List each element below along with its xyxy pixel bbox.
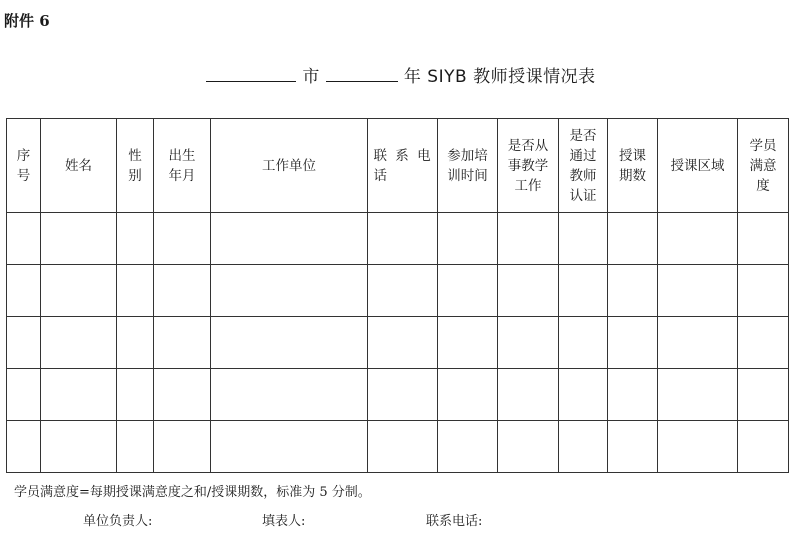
table-cell[interactable] [738,369,789,421]
table-cell[interactable] [211,421,368,473]
table-row [7,421,789,473]
table-row [7,265,789,317]
header-cell: 出生年月 [154,119,211,213]
table-row [7,369,789,421]
table-row [7,213,789,265]
table-cell[interactable] [41,213,117,265]
table-cell[interactable] [498,317,559,369]
table-cell[interactable] [7,369,41,421]
phone-label: 联系电话: [426,514,483,529]
table-cell[interactable] [438,265,498,317]
table-cell[interactable] [7,421,41,473]
table-cell[interactable] [117,369,154,421]
table-cell[interactable] [368,369,438,421]
header-cell: 工作单位 [211,119,368,213]
header-cell: 是否通过教师认证 [559,119,608,213]
table-cell[interactable] [498,265,559,317]
table-cell[interactable] [438,213,498,265]
header-cell: 姓名 [41,119,117,213]
table-cell[interactable] [41,369,117,421]
table-cell[interactable] [154,213,211,265]
table-row [7,317,789,369]
table-cell[interactable] [7,265,41,317]
table-cell[interactable] [41,421,117,473]
table-cell[interactable] [559,213,608,265]
table-cell[interactable] [608,317,658,369]
title-text: 年 SIYB 教师授课情况表 [403,67,596,87]
header-cell: 联 系 电话 [368,119,438,213]
table-cell[interactable] [117,317,154,369]
city-blank[interactable] [206,67,296,82]
year-blank[interactable] [326,67,398,82]
table-cell[interactable] [738,213,789,265]
table-cell[interactable] [559,369,608,421]
table-cell[interactable] [117,265,154,317]
table-cell[interactable] [498,421,559,473]
city-suffix: 市 [302,67,320,87]
table-cell[interactable] [498,369,559,421]
table-cell[interactable] [7,213,41,265]
table-cell[interactable] [368,265,438,317]
table-cell[interactable] [738,317,789,369]
table-cell[interactable] [211,265,368,317]
unit-head-label: 单位负责人: [83,514,153,529]
satisfaction-note: 学员满意度=每期授课满意度之和/授课期数，标准为 5 分制。 [14,485,371,500]
header-cell: 学员满意度 [738,119,789,213]
table-cell[interactable] [658,421,738,473]
table-cell[interactable] [7,317,41,369]
form-title [0,62,796,87]
attachment-label: 附件 6 [4,12,50,30]
header-cell: 序号 [7,119,41,213]
table-cell[interactable] [211,317,368,369]
table-cell[interactable] [41,317,117,369]
table-cell[interactable] [154,317,211,369]
filler-label: 填表人: [262,514,306,529]
table-cell[interactable] [41,265,117,317]
table-cell[interactable] [117,213,154,265]
table-cell[interactable] [608,369,658,421]
table-cell[interactable] [368,213,438,265]
table-cell[interactable] [154,265,211,317]
table-cell[interactable] [438,369,498,421]
table-cell[interactable] [658,265,738,317]
table-cell[interactable] [438,421,498,473]
header-row [7,119,789,213]
table-cell[interactable] [608,421,658,473]
header-cell: 授课区域 [658,119,738,213]
table-cell[interactable] [211,213,368,265]
table-cell[interactable] [738,421,789,473]
table-cell[interactable] [658,213,738,265]
table-cell[interactable] [738,265,789,317]
table-cell[interactable] [559,421,608,473]
header-cell: 是否从事教学工作 [498,119,559,213]
table-cell[interactable] [154,421,211,473]
table-cell[interactable] [559,265,608,317]
table-cell[interactable] [368,421,438,473]
table-cell[interactable] [498,213,559,265]
table-cell[interactable] [117,421,154,473]
table-cell[interactable] [154,369,211,421]
table-cell[interactable] [211,369,368,421]
table-cell[interactable] [608,213,658,265]
header-cell: 参加培训时间 [438,119,498,213]
table-cell[interactable] [658,369,738,421]
table-cell[interactable] [559,317,608,369]
table-cell[interactable] [608,265,658,317]
table-cell[interactable] [368,317,438,369]
table-cell[interactable] [658,317,738,369]
header-cell: 授课期数 [608,119,658,213]
teacher-table [6,118,789,473]
table-cell[interactable] [438,317,498,369]
header-cell: 性别 [117,119,154,213]
